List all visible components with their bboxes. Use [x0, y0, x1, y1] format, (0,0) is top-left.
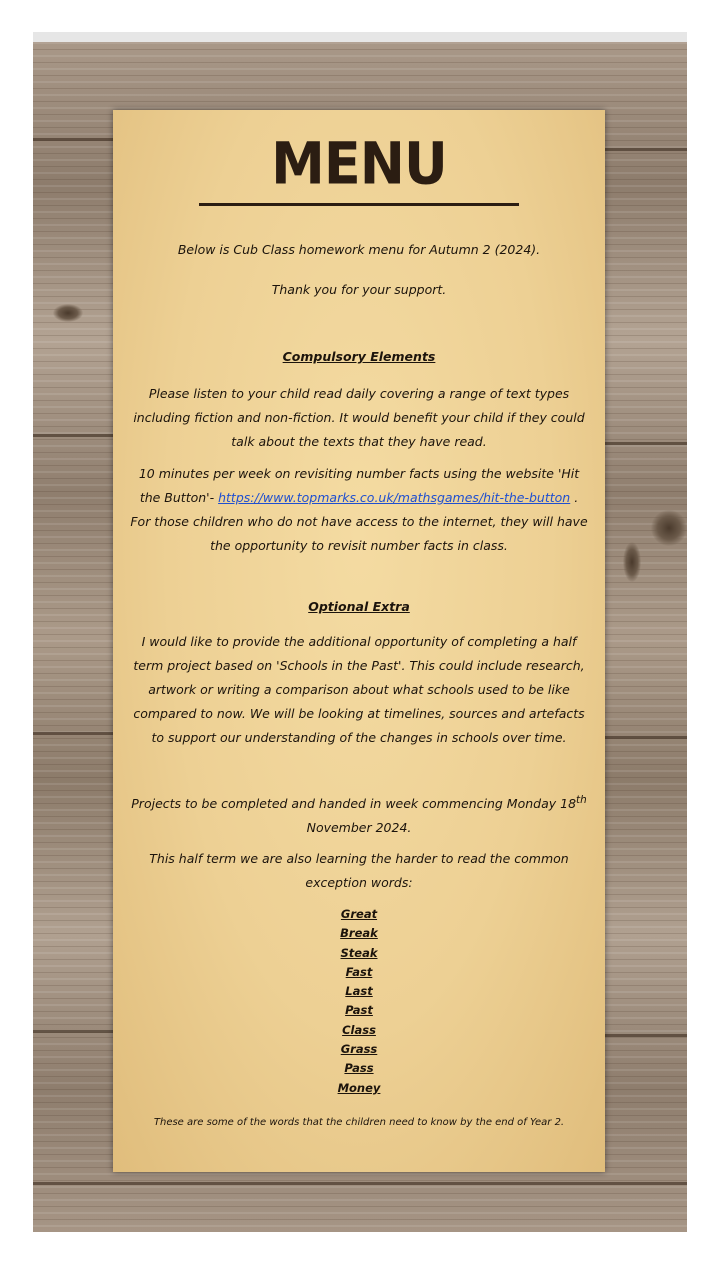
wood-knot	[53, 304, 83, 322]
plank-seam	[605, 148, 687, 151]
menu-title: MENU	[271, 129, 447, 198]
footer-note: These are some of the words that the children need to know by the end of Year 2.	[153, 1117, 565, 1128]
wood-knot	[651, 510, 687, 546]
reading-text: Please listen to your child read daily covering a range of text types including fiction and non-fiction. It would benefit your child if they could talk about the texts that they have read.	[133, 386, 585, 449]
plank-seam	[605, 442, 687, 445]
title-divider	[199, 203, 519, 206]
plank-seam	[33, 138, 113, 141]
exception-word: Class	[342, 1022, 376, 1037]
compulsory-heading: Compulsory Elements	[282, 349, 436, 364]
wood-knot	[623, 542, 641, 582]
plank-seam	[605, 1034, 687, 1037]
exception-word-list	[113, 905, 605, 1098]
exception-word: Grass	[340, 1042, 378, 1057]
intro-text: Below is Cub Class homework menu for Autumn 2 (2024).	[177, 242, 541, 257]
top-bar	[33, 32, 687, 42]
exception-word: Pass	[344, 1061, 374, 1076]
number-facts-before: 10 minutes per week on revisiting number facts using the website 'Hit the Button'-	[138, 466, 580, 505]
number-facts-after: . For those children who do not have access to the internet, they will have the opportunity to revisit number facts in class.	[130, 490, 588, 553]
exception-word: Break	[340, 926, 378, 941]
plank-seam	[605, 736, 687, 739]
exception-word: Great	[340, 907, 378, 921]
menu-paper	[113, 110, 605, 1172]
project-text: I would like to provide the additional opportunity of completing a half term project based on 'Schools in the Past'. This could include research, artwork or writing a comparison about what schools used to be like compared to now. We will be looking at timelines, sources and artefacts to support our understanding of the changes in schools over time.	[133, 634, 585, 745]
exception-word: Money	[337, 1080, 381, 1095]
plank-seam	[33, 1030, 113, 1033]
exception-word: Past	[345, 1003, 373, 1018]
deadline-before: Projects to be completed and handed in week commencing Monday 18	[131, 796, 577, 812]
deadline-text	[129, 788, 589, 840]
plank-seam	[33, 434, 113, 437]
plank-seam	[33, 732, 113, 735]
exception-word: Fast	[345, 964, 373, 979]
optional-heading: Optional Extra	[308, 599, 410, 614]
number-facts-text	[129, 462, 589, 558]
deadline-suffix: th	[576, 794, 587, 806]
deadline-after: November 2024.	[306, 820, 412, 836]
exception-word: Steak	[340, 945, 378, 960]
exception-words-text: This half term we are also learning the harder to read the common exception words:	[149, 851, 569, 890]
hit-the-button-link[interactable]: https://www.topmarks.co.uk/mathsgames/hit-the-button	[218, 490, 571, 505]
plank-seam	[33, 1182, 687, 1185]
exception-word: Last	[345, 984, 373, 999]
thanks-text: Thank you for your support.	[271, 282, 447, 297]
